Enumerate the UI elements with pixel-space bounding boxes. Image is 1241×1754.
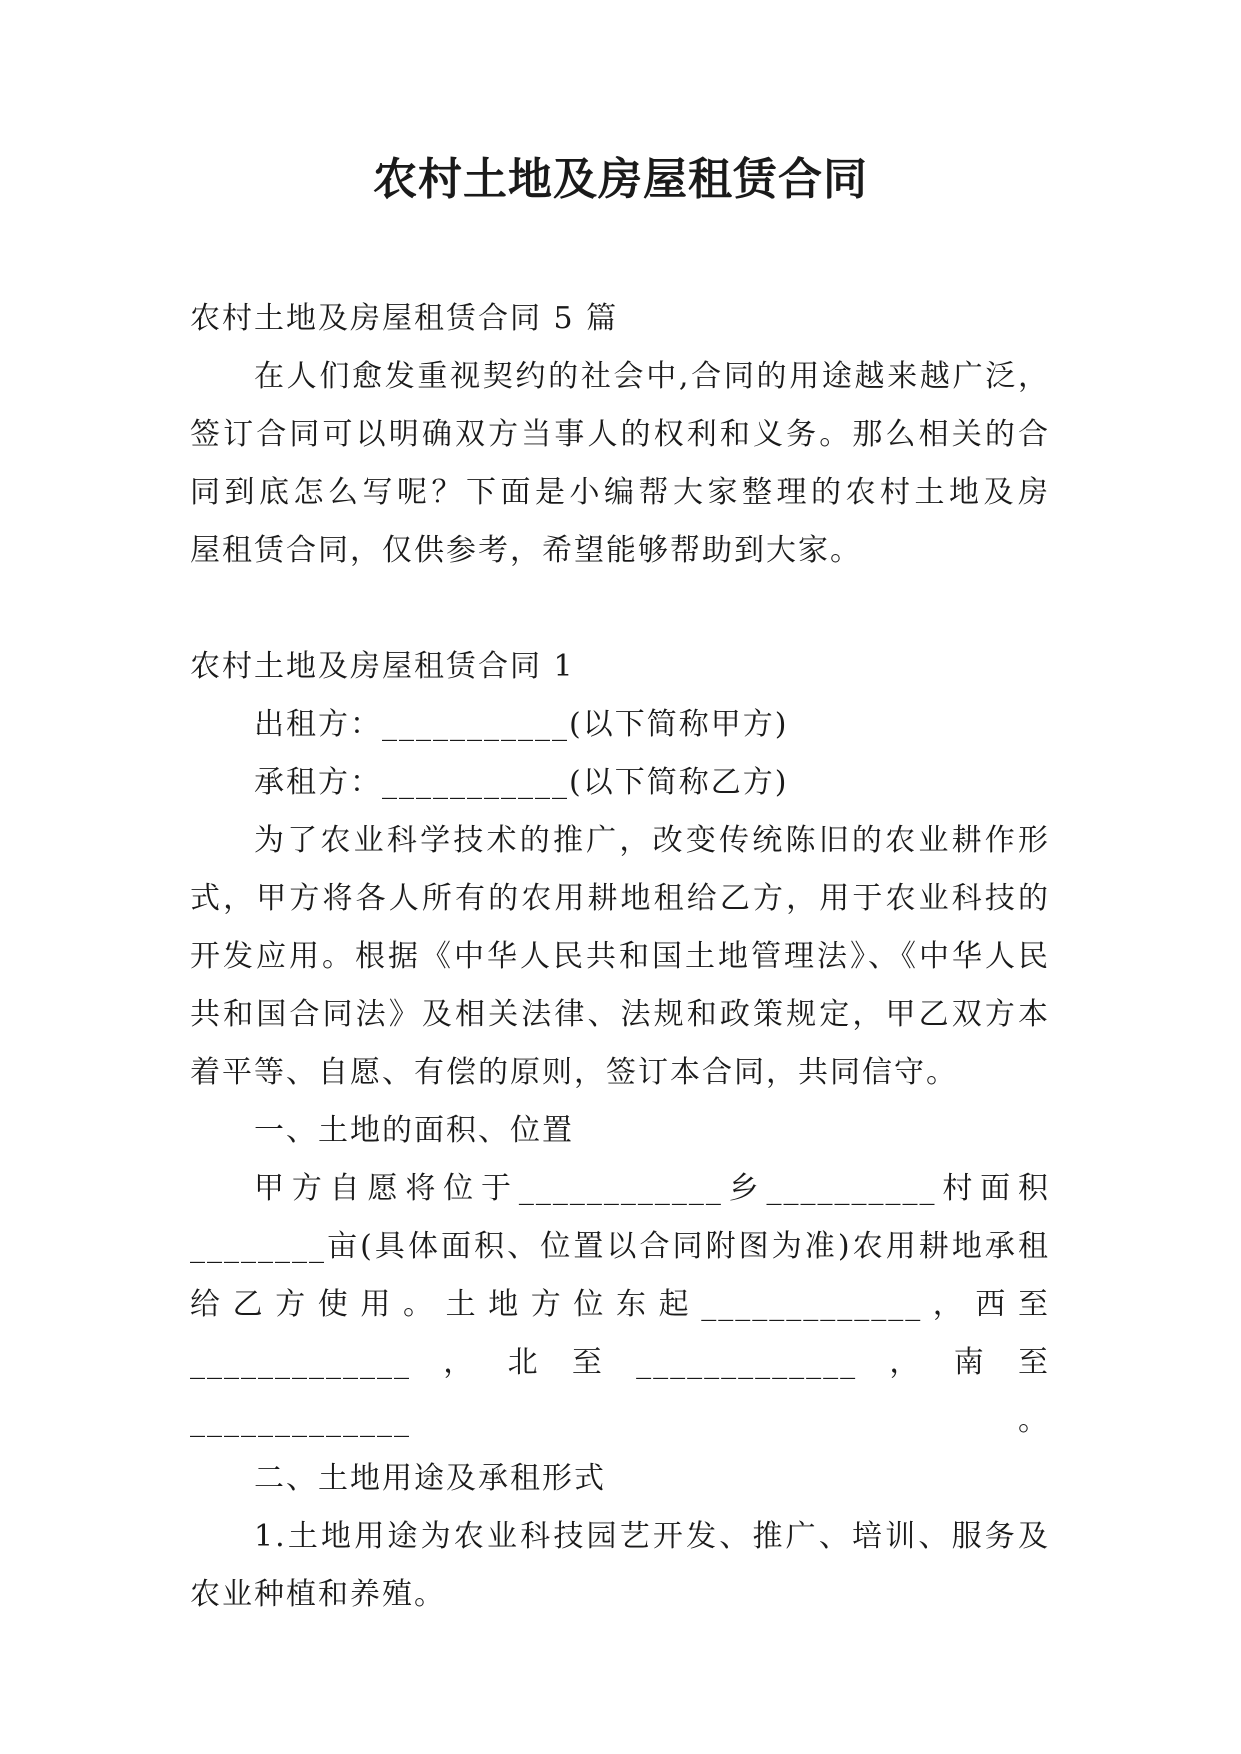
section-line: 农业种植和养殖。	[190, 1577, 446, 1612]
section-heading: 一、土地的面积、位置	[254, 1113, 574, 1148]
preamble-line: 共和国合同法》及相关法律、法规和政策规定，甲乙双方本	[190, 997, 1050, 1032]
spacer	[190, 580, 1050, 638]
preamble-line: 着平等、自愿、有偿的原则，签订本合同，共同信守。	[190, 1055, 958, 1090]
intro-line: 签订合同可以明确双方当事人的权利和义务。那么相关的合	[190, 417, 1050, 452]
section-line: 甲方自愿将位于____________乡__________村面积	[254, 1171, 1050, 1206]
preamble-line: 为了农业科学技术的推广，改变传统陈旧的农业耕作形	[254, 823, 1050, 858]
preamble-line: 开发应用。根据《中华人民共和国土地管理法》、《中华人民	[190, 939, 1050, 974]
lessee-line: 承租方：___________(以下简称乙方)	[254, 765, 789, 800]
intro-line: 在人们愈发重视契约的社会中,合同的用途越来越广泛，	[254, 359, 1050, 394]
section-line: ________亩(具体面积、位置以合同附图为准)农用耕地承租	[190, 1229, 1050, 1264]
intro-line: 同到底怎么写呢？下面是小编帮大家整理的农村土地及房	[190, 475, 1050, 510]
section-line: 1.土地用途为农业科技园艺开发、推广、培训、服务及	[254, 1519, 1050, 1554]
lessor-line: 出租方：___________(以下简称甲方)	[254, 707, 789, 742]
section-heading: 二、土地用途及承租形式	[254, 1461, 606, 1496]
preamble-line: 式，甲方将各人所有的农用耕地租给乙方，用于农业科技的	[190, 881, 1050, 916]
section-line: 给乙方使用。土地方位东起_____________，西至	[190, 1287, 1050, 1322]
document-body	[190, 290, 1050, 1624]
contract-heading: 农村土地及房屋租赁合同 1	[190, 649, 575, 684]
intro-line: 屋租赁合同，仅供参考，希望能够帮助到大家。	[190, 533, 862, 568]
document-title: 农村土地及房屋租赁合同	[373, 154, 868, 205]
subtitle: 农村土地及房屋租赁合同 5 篇	[190, 301, 619, 336]
section-line: _____________，北至_____________，南至_____________。	[190, 1345, 1050, 1438]
